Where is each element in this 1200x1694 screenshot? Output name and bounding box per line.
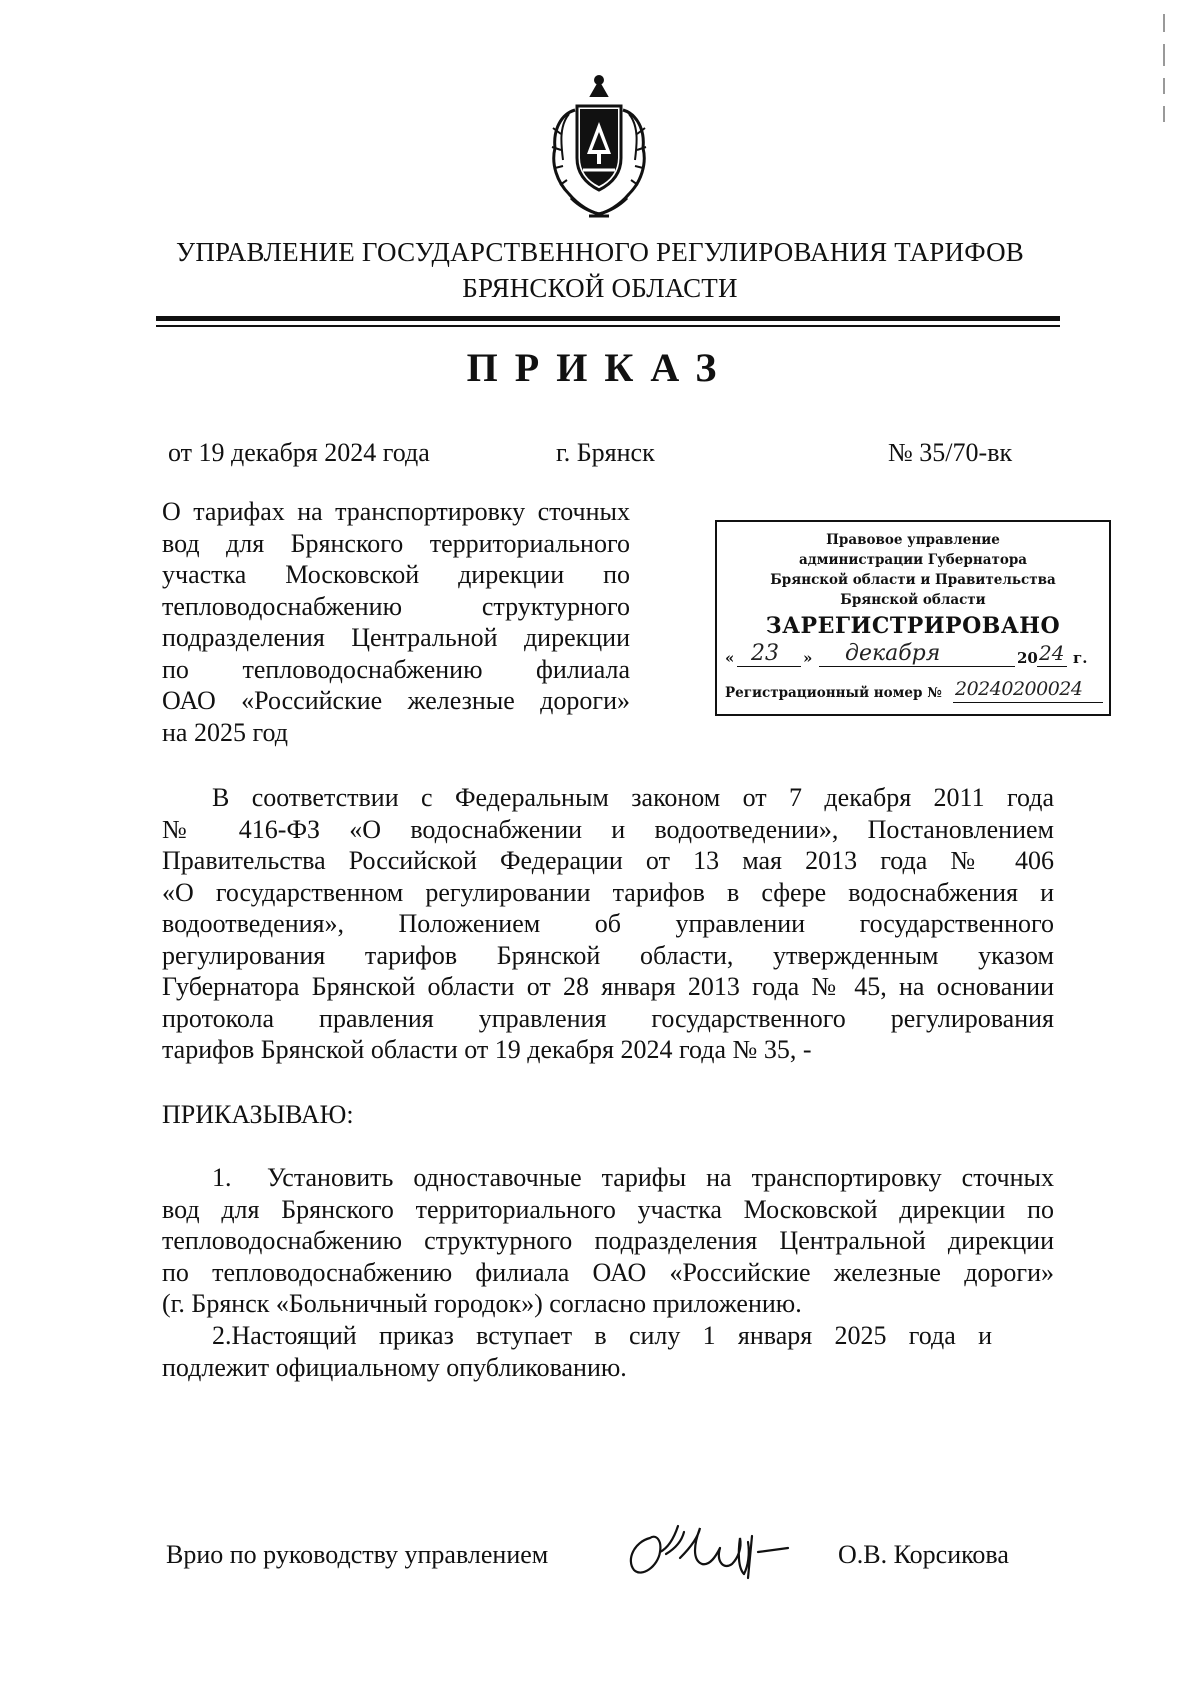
item-text: Настоящий приказ вступает в силу 1 января 2025 года и — [231, 1321, 992, 1350]
paragraph-line: № 416-ФЗ «О водоснабжении и водоотведении», Постановлением — [162, 814, 1054, 844]
organization-name — [100, 234, 1100, 306]
subject-line: тепловодоснабжению структурного — [162, 591, 630, 621]
org-line-1: УПРАВЛЕНИЕ ГОСУДАРСТВЕННОГО РЕГУЛИРОВАНИЯ ТАРИФОВ — [176, 237, 1024, 267]
document-title: ПРИКАЗ — [466, 345, 734, 390]
stamp-year-unit: г. — [1073, 649, 1088, 667]
signatory-name: О.В. Корсикова — [838, 1540, 1009, 1569]
stamp-line: Правовое управление — [826, 532, 1000, 548]
subject-line: участка Московской дирекции по — [162, 560, 630, 589]
paragraph-line: тарифов Брянской области от 19 декабря 2024 года № 35, - — [162, 1035, 812, 1064]
registration-stamp — [715, 520, 1111, 716]
item-first-line — [162, 1320, 992, 1352]
order-item-1 — [162, 1162, 1054, 1320]
stamp-registration-number — [723, 677, 1103, 707]
stamp-line: администрации Губернатора — [798, 552, 1028, 568]
paragraph-line: подлежит официальному опубликованию. — [162, 1352, 627, 1382]
header-rule-thin — [156, 325, 1060, 327]
stamp-year-prefix: 20 — [1017, 649, 1038, 667]
paragraph-line: протокола правления управления государственного регулирования — [162, 1003, 1054, 1033]
subject-line: на 2025 год — [162, 717, 288, 747]
stamp-quote-open: « — [725, 649, 735, 667]
item-text: Установить одноставочные тарифы на транспортировку сточных — [267, 1163, 1054, 1192]
org-line-2: БРЯНСКОЙ ОБЛАСТИ — [462, 273, 738, 303]
paragraph-line: водоотведения», Положением об управлении государственного — [162, 909, 1054, 938]
subject-line: ОАО «Российские железные дороги» — [162, 686, 630, 715]
order-city: г. Брянск — [556, 438, 655, 467]
stamp-date — [723, 639, 1103, 677]
item-first-line — [162, 1162, 1054, 1194]
paragraph-line: вод для Брянского территориального участка Московской дирекции по — [162, 1194, 1054, 1224]
item-number: 1. — [212, 1163, 232, 1192]
stamp-month-underline — [819, 666, 1015, 667]
stamp-month: декабря — [845, 641, 941, 666]
paragraph-line: по тепловодоснабжению филиала ОАО «Российские железные дороги» — [162, 1257, 1054, 1287]
paragraph-line: (г. Брянск «Больничный городок») согласно приложению. — [162, 1289, 802, 1318]
stamp-regnum-value: 20240200024 — [955, 678, 1083, 700]
stamp-regnum-underline — [953, 702, 1103, 703]
handwritten-signature — [620, 1508, 792, 1588]
stamp-line: Брянской области и Правительства — [770, 572, 1056, 588]
signatory-position: Врио по руководству управлением — [166, 1540, 549, 1569]
paragraph-line: «О государственном регулировании тарифов в сфере водоснабжения и — [162, 877, 1054, 907]
order-word: ПРИКАЗЫВАЮ: — [162, 1100, 354, 1129]
paragraph-line: тепловодоснабжению структурного подразделения Центральной дирекции — [162, 1226, 1054, 1255]
preamble-paragraph — [162, 782, 1054, 1066]
stamp-quote-close: » — [803, 649, 813, 667]
paragraph-line: Правительства Российской Федерации от 13 мая 2013 года № 406 — [162, 846, 1054, 875]
header-rule-thick — [156, 316, 1060, 321]
stamp-year-underline — [1037, 666, 1067, 667]
stamp-year-suffix: 24 — [1039, 641, 1065, 665]
order-subject — [162, 496, 630, 748]
order-item-2 — [162, 1320, 992, 1383]
bryansk-coat-of-arms-icon — [531, 74, 667, 222]
subject-line: вод для Брянского территориального — [162, 528, 630, 558]
subject-line: О тарифах на транспортировку сточных — [162, 497, 630, 526]
item-number: 2. — [212, 1321, 232, 1350]
paragraph-line: Губернатора Брянской области от 28 января 2013 года № 45, на основании — [162, 972, 1054, 1001]
stamp-day: 23 — [751, 641, 779, 666]
paragraph-line: В соответствии с Федеральным законом от 7 декабря 2011 года — [212, 783, 1054, 812]
stamp-regnum-label: Регистрационный номер № — [725, 685, 942, 701]
stamp-registered: ЗАРЕГИСТРИРОВАНО — [765, 613, 1061, 639]
paragraph-line: регулирования тарифов Брянской области, утвержденным указом — [162, 940, 1054, 970]
order-number: № 35/70-вк — [888, 438, 1013, 467]
stamp-line: Брянской области — [840, 592, 986, 608]
subject-line: подразделения Центральной дирекции — [162, 623, 630, 652]
scan-margin-marks — [1160, 14, 1168, 124]
order-date: от 19 декабря 2024 года — [168, 438, 430, 467]
subject-line: по тепловодоснабжению филиала — [162, 654, 630, 684]
stamp-day-underline — [737, 666, 801, 667]
